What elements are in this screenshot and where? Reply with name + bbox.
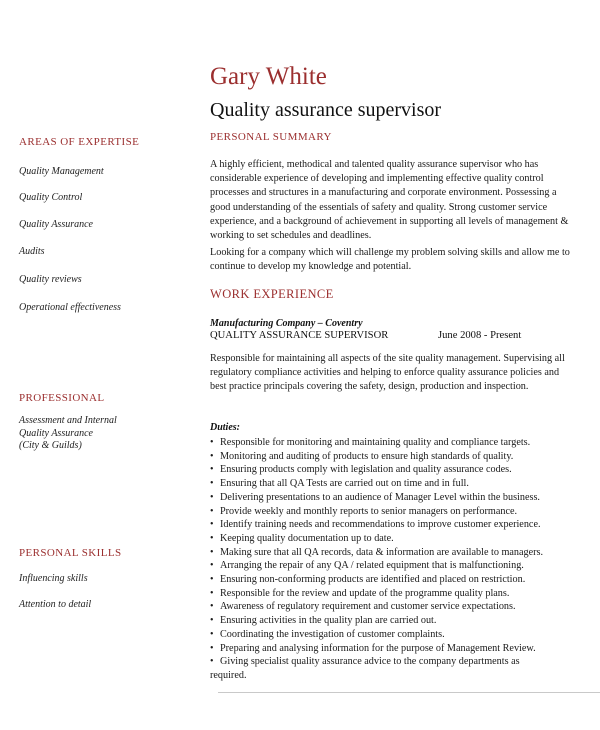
candidate-job-title: Quality assurance supervisor xyxy=(210,99,442,121)
duty-item: • Responsible for the review and update of the programme quality plans. xyxy=(210,587,572,601)
professional-qualification xyxy=(19,415,117,453)
role-title: QUALITY ASSURANCE SUPERVISOR xyxy=(210,330,389,341)
qualification-line: (City & Guilds) xyxy=(19,440,82,451)
duty-continuation-text: required. xyxy=(210,669,247,681)
skills-heading: PERSONAL SKILLS xyxy=(19,547,122,559)
duty-item: • Arranging the repair of any QA / related equipment that is malfunctioning. xyxy=(210,559,572,573)
duties-list xyxy=(210,436,572,683)
duty-item: • Giving specialist quality assurance advice to the company departments as xyxy=(210,655,572,669)
duty-item: • Provide weekly and monthly reports to senior managers on performance. xyxy=(210,505,572,519)
duty-item-continuation xyxy=(210,669,572,683)
duty-item: • Delivering presentations to an audience of Manager Level within the business. xyxy=(210,491,572,505)
duty-item: • Ensuring non-conforming products are identified and placed on restriction. xyxy=(210,573,572,587)
duty-item: • Keeping quality documentation up to date. xyxy=(210,532,572,546)
professional-heading: PROFESSIONAL xyxy=(19,392,105,404)
duty-item: • Coordinating the investigation of customer complaints. xyxy=(210,628,572,642)
duty-item: • Responsible for monitoring and maintaining quality and compliance targets. xyxy=(210,436,572,450)
expertise-heading: AREAS OF EXPERTISE xyxy=(19,136,140,148)
candidate-name: Gary White xyxy=(210,63,327,90)
summary-paragraph: A highly efficient, methodical and talented quality assurance supervisor who has considerable experience of developing and implementing effective quality control processes and structures in a manufacturing and corporate environment. Possessing a good understanding of the essentials of safety and quality. Strong customer service experience, and a background of achievement in supporting all levels of management & working to set schedules and deadlines. xyxy=(210,159,569,242)
duty-item: • Monitoring and auditing of products to ensure high standards of quality. xyxy=(210,450,572,464)
expertise-item: Operational effectiveness xyxy=(19,302,121,313)
qualification-line: Assessment and Internal xyxy=(19,415,117,426)
employer-name: Manufacturing Company – Coventry xyxy=(210,318,363,329)
skill-item: Influencing skills xyxy=(19,573,88,584)
expertise-item: Quality Control xyxy=(19,192,83,203)
bottom-divider xyxy=(218,692,600,693)
summary-goal-paragraph: Looking for a company which will challenge my problem solving skills and allow me to continue to develop my knowledge and potential. xyxy=(210,247,570,273)
duty-item: • Ensuring that all QA Tests are carried out on time and in full. xyxy=(210,477,572,491)
role-dates: June 2008 - Present xyxy=(438,330,522,341)
duty-item: • Identify training needs and recommendations to improve customer experience. xyxy=(210,518,572,532)
duties-label: Duties: xyxy=(210,422,240,433)
experience-heading: WORK EXPERIENCE xyxy=(210,287,334,301)
qualification-line: Quality Assurance xyxy=(19,427,93,439)
role-description: Responsible for maintaining all aspects of the site quality management. Supervising all regulatory compliance activities and helping to enforce quality assurance policies and best practice principals covering the safety, design, production and inspection. xyxy=(210,353,565,393)
expertise-item: Quality Management xyxy=(19,166,104,177)
expertise-item: Audits xyxy=(19,246,45,257)
skill-item: Attention to detail xyxy=(19,599,92,610)
expertise-item: Quality Assurance xyxy=(19,219,93,230)
duty-item: • Ensuring activities in the quality plan are carried out. xyxy=(210,614,572,628)
expertise-item: Quality reviews xyxy=(19,274,82,285)
duty-item: • Awareness of regulatory requirement and customer service expectations. xyxy=(210,600,572,614)
duty-item: • Ensuring products comply with legislation and quality assurance codes. xyxy=(210,463,572,477)
duty-item: • Making sure that all QA records, data & information are available to managers. xyxy=(210,546,572,560)
duty-item: • Preparing and analysing information for the purpose of Management Review. xyxy=(210,642,572,656)
summary-heading: PERSONAL SUMMARY xyxy=(210,131,332,143)
